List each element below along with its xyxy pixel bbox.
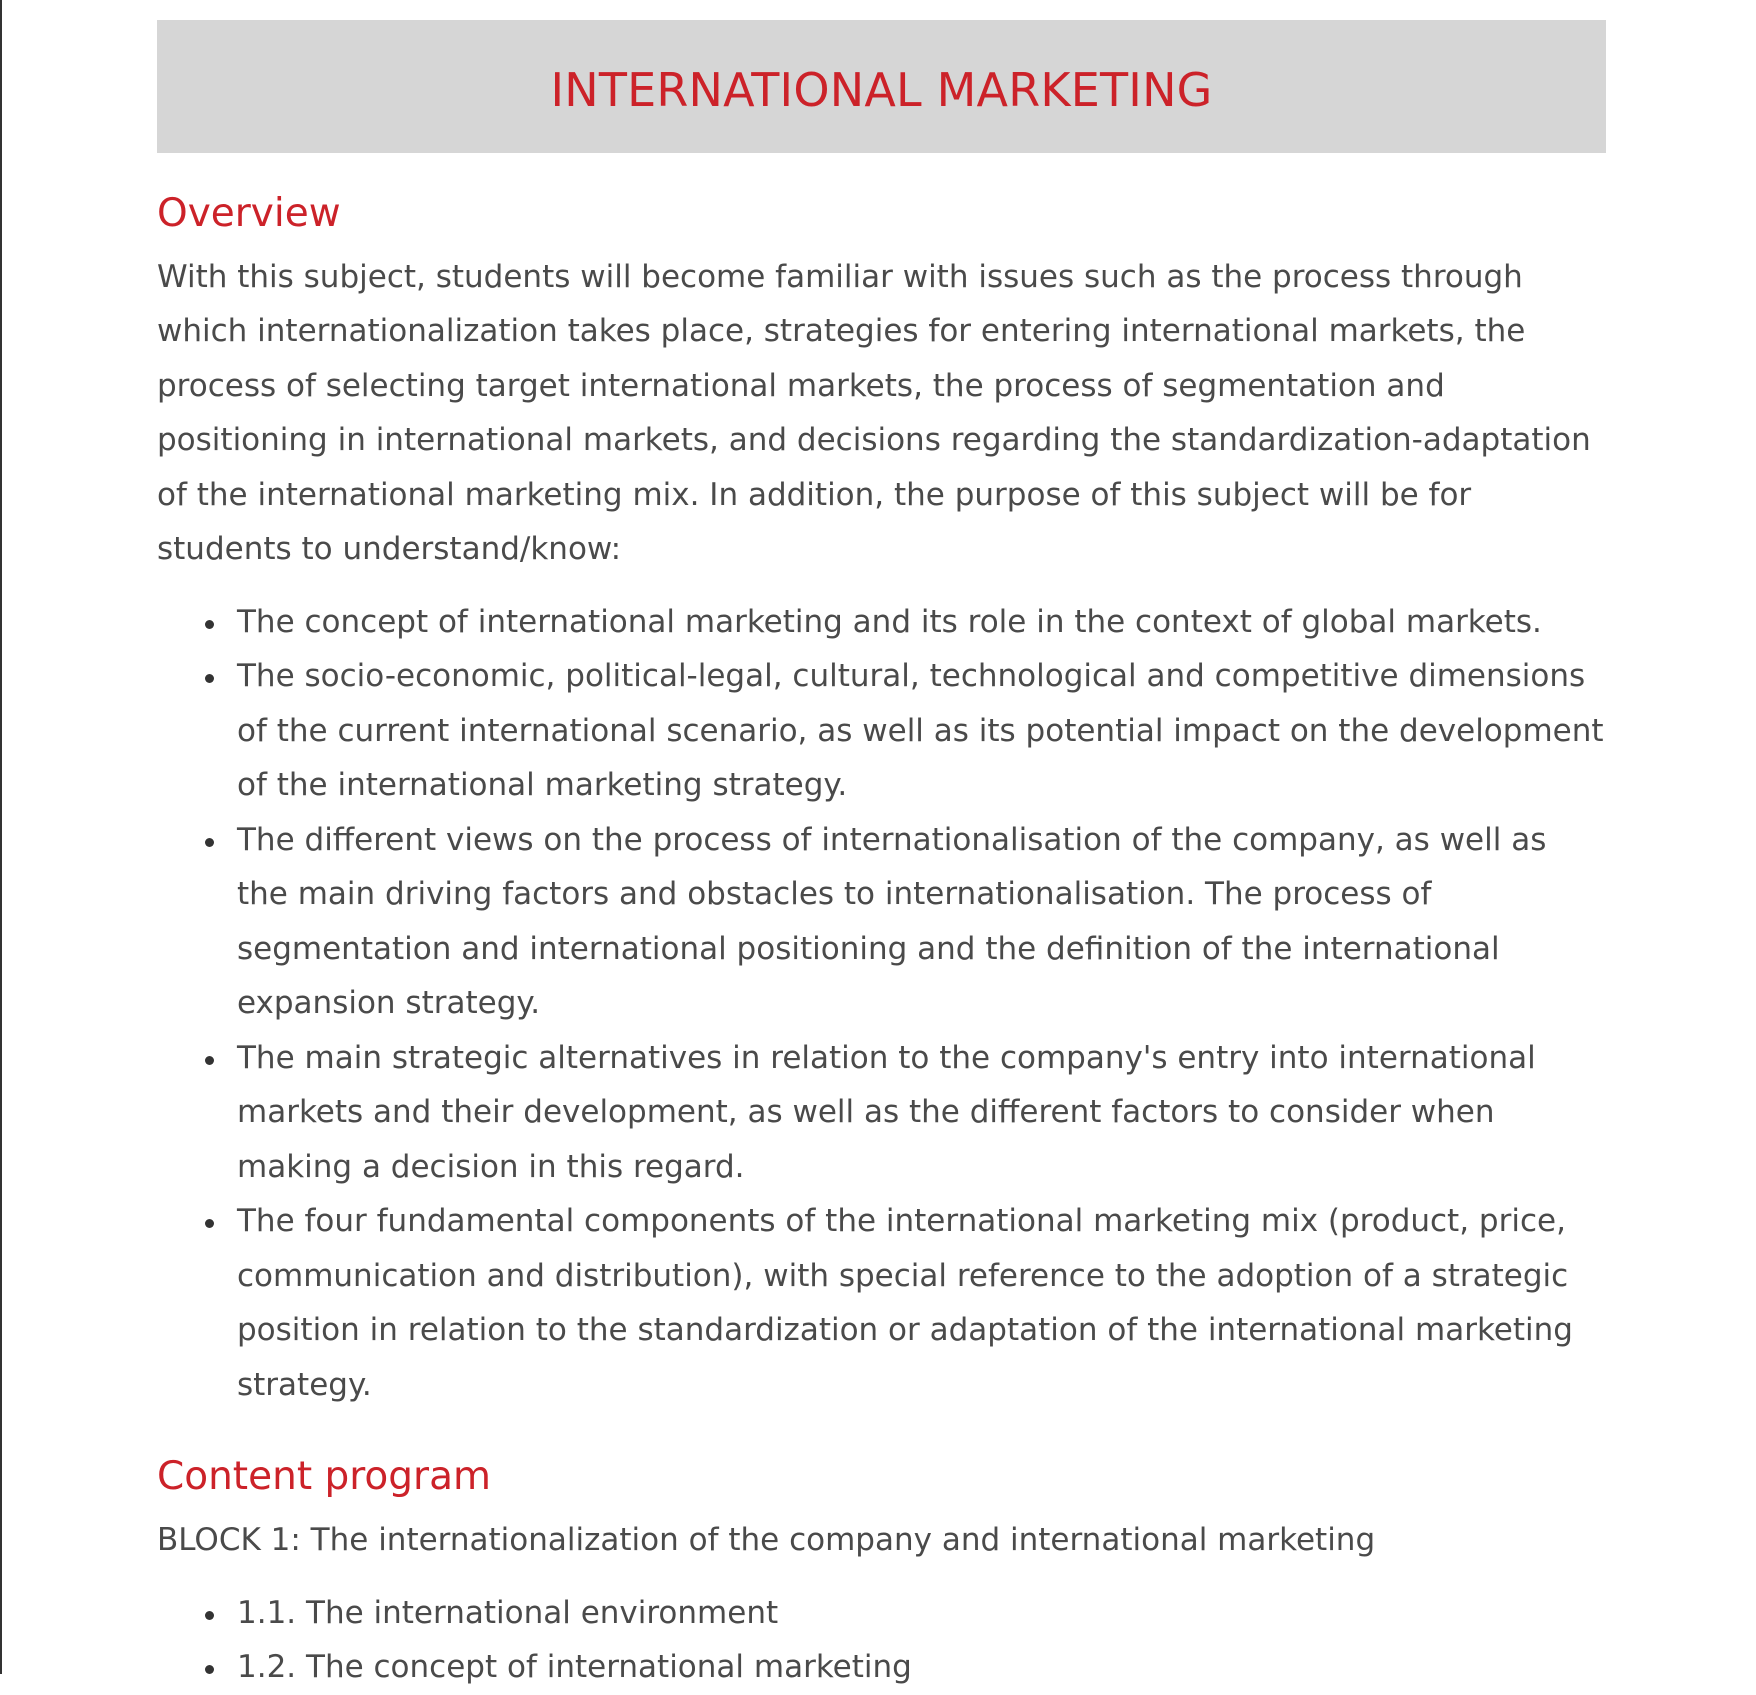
block-1-title: BLOCK 1: The internationalization of the company and international marketing [157,1522,1376,1559]
list-item [237,1586,1606,1641]
list-item [237,813,1606,1031]
bullet-icon [205,1611,214,1620]
left-border [0,0,2,1674]
bullet-icon [205,1056,214,1065]
block-1-list [157,1586,1606,1695]
overview-heading: Overview [157,191,341,236]
list-item [237,595,1606,650]
bullet-icon [205,620,214,629]
list-item-text: 1.1. The international environment [237,1594,779,1631]
page-title: INTERNATIONAL MARKETING [550,62,1213,117]
content-program-heading: Content program [157,1454,491,1500]
bullet-icon [205,1665,214,1674]
list-item-text: The socio-economic, political-legal, cultural, technological and competitive dimensions of the current international scenario, as well as its potential impact on the development of the international marketing strategy. [237,658,1604,804]
title-banner [157,20,1606,153]
list-item [237,1194,1606,1412]
list-item-text: The four fundamental components of the international marketing mix (product, price, communication and distribution), with special reference to the adoption of a strategic position in relation to the standardization or adaptation of the international marketing strategy. [237,1203,1573,1403]
overview-paragraph: With this subject, students will become familiar with issues such as the process through which internationalization takes place, strategies for entering international markets, the process of selecting target international markets, the process of segmentation and positioning in international markets, and decisions regarding the standardization-adaptation of the international marketing mix. In addition, the purpose of this subject will be for students to understand/know: [157,258,1591,568]
overview-list [157,595,1606,1413]
list-item [237,1031,1606,1195]
list-item-text: The main strategic alternatives in relation to the company's entry into international markets and their development, as well as the different factors to consider when making a decision in this regard. [237,1039,1536,1185]
page-content [157,20,1606,1695]
list-item [237,1640,1606,1695]
list-item-text: 1.2. The concept of international marketing [237,1649,912,1686]
list-item-text: The different views on the process of internationalisation of the company, as well as the main driving factors and obstacles to internationalisation. The process of segmentation and international positioning and the definition of the international expansion strategy. [237,821,1547,1022]
bullet-icon [205,838,214,847]
list-item [237,649,1606,813]
list-item-text: The concept of international marketing and its role in the context of global markets. [237,603,1542,640]
bullet-icon [205,1219,214,1228]
bullet-icon [205,674,214,683]
